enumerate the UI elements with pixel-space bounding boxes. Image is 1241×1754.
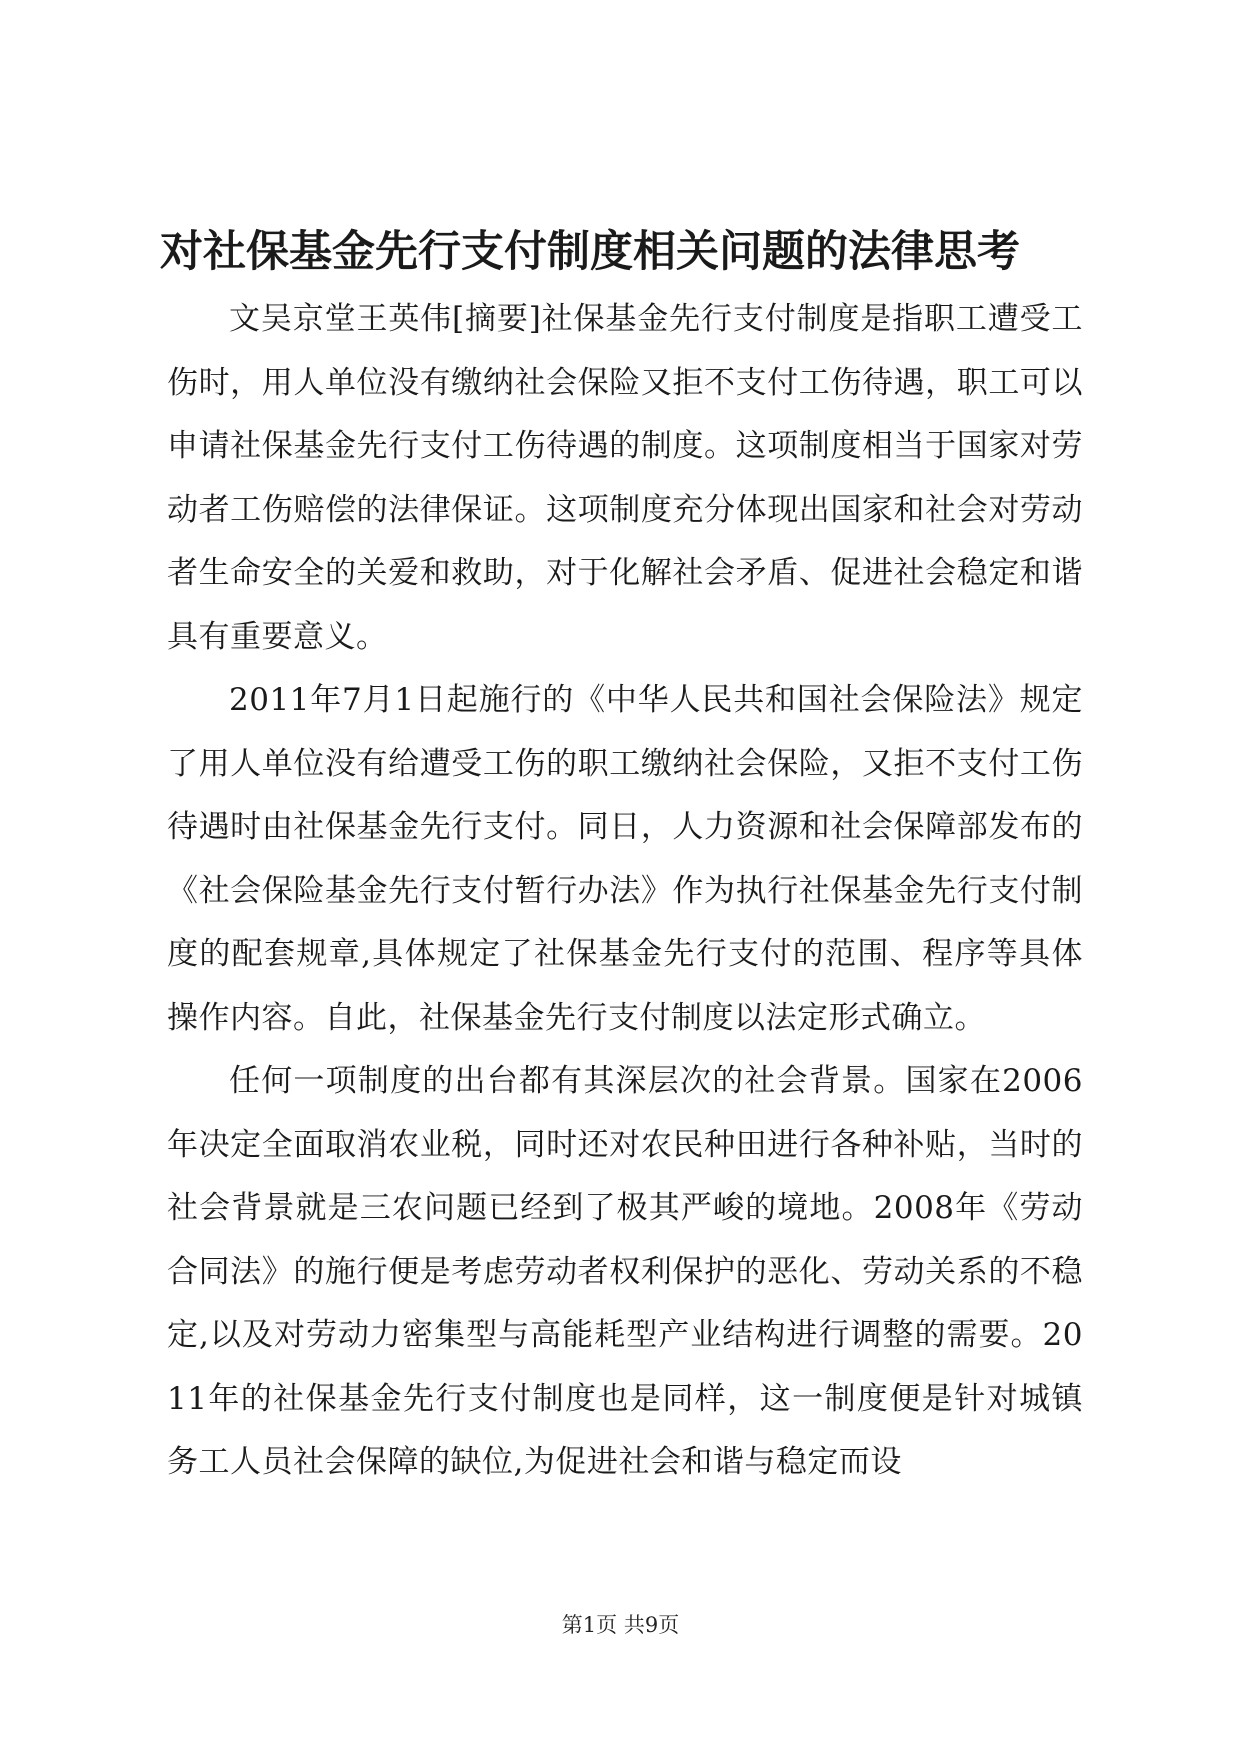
body-paragraph: 2011年7月1日起施行的《中华人民共和国社会保险法》规定了用人单位没有给遭受工伤的职工缴纳社会保险，又拒不支付工伤待遇时由社保基金先行支付。同日，人力资源和社会保障部发布的《社会保险基金先行支付暂行办法》作为执行社保基金先行支付制度的配套规章,具体规定了社保基金先行支付的范围、程序等具体操作内容。自此，社保基金先行支付制度以法定形式确立。 <box>167 682 1083 1036</box>
document-title: 对社保基金先行支付制度相关问题的法律思考 <box>160 227 1020 277</box>
body-paragraph: 文吴京堂王英伟[摘要]社保基金先行支付制度是指职工遭受工伤时，用人单位没有缴纳社会保险又拒不支付工伤待遇，职工可以申请社保基金先行支付工伤待遇的制度。这项制度相当于国家对劳动者工伤赔偿的法律保证。这项制度充分体现出国家和社会对劳动者生命安全的关爱和救助，对于化解社会矛盾、促进社会稳定和谐具有重要意义。 <box>167 301 1083 655</box>
page-number-footer: 第1页 共9页 <box>561 1613 680 1637</box>
document-body <box>167 288 1083 1495</box>
body-paragraph: 任何一项制度的出台都有其深层次的社会背景。国家在2006年决定全面取消农业税，同时还对农民种田进行各种补贴，当时的社会背景就是三农问题已经到了极其严峻的境地。2008年《劳动合同法》的施行便是考虑劳动者权利保护的恶化、劳动关系的不稳定,以及对劳动力密集型与高能耗型产业结构进行调整的需要。2011年的社保基金先行支付制度也是同样，这一制度便是针对城镇务工人员社会保障的缺位,为促进社会和谐与稳定而设 <box>167 1063 1083 1480</box>
